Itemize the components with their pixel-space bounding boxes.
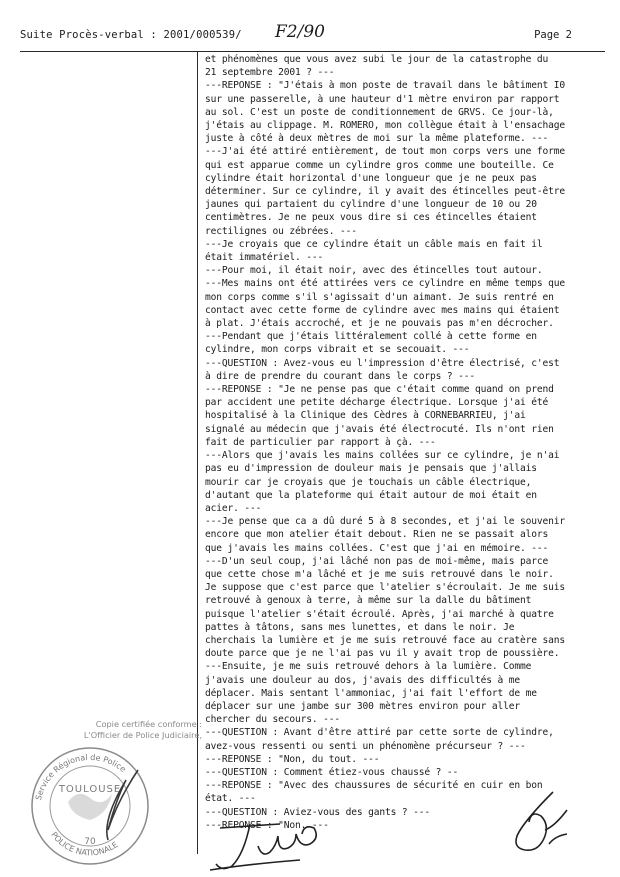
text-line: que cette chose m'a lâché et je me suis retrouvé dans le noir.	[205, 568, 554, 580]
seal-number: 70	[84, 837, 96, 847]
text-line: cylindre, mon corps vibrait et se secouait. ---	[205, 344, 470, 356]
text-line: par accident une petite décharge électrique. Lorsque j'ai été	[205, 397, 549, 409]
signature-icon	[200, 816, 350, 876]
text-line: cylindre était horizontal d'une longueur que je ne peux pas	[205, 172, 537, 184]
text-line: acier. ---	[205, 502, 262, 514]
text-line: signalé au médecin que j'avais été électrocuté. Ils n'ont rien	[205, 423, 554, 435]
text-line: ---Mes mains ont été attirées vers ce cylindre en même temps que	[205, 278, 566, 290]
text-line: pas eu d'impression de douleur mais je pensais que j'allais	[205, 463, 537, 475]
text-line: déterminer. Sur ce cylindre, il y avait des étincelles peut-être	[205, 186, 566, 198]
text-line: état. ---	[205, 793, 256, 805]
officer-line: L'Officier de Police Judiciaire,	[83, 730, 202, 740]
text-line: centimètres. Je ne peux vous dire si ces étincelles étaient	[205, 212, 537, 224]
text-line: que j'avais les mains collées. C'est que j'ai en mémoire. ---	[205, 542, 549, 554]
seal-bottom-text: POLICE NATIONALE	[49, 830, 120, 858]
text-line: ---REPONSE : "Non, du tout. ---	[205, 753, 380, 765]
certification-stamp	[27, 719, 202, 741]
text-line: déplacer sur une jambe sur 300 mètres environ pour aller	[205, 700, 521, 712]
text-line: ---Pour moi, il était noir, avec des étincelles tout autour.	[205, 265, 543, 277]
text-line: à plat. J'étais accroché, et je ne pouvais pas m'en décrocher.	[205, 318, 554, 330]
text-line: contact avec cette forme de cylindre avec mes mains qui étaient	[205, 304, 560, 316]
text-line: puisque l'atelier s'était écroulé. Après, j'ai marché à quatre	[205, 608, 554, 620]
text-line: pattes à tâtons, sans mes lunettes, et dans le noir. Je	[205, 621, 515, 633]
text-line: doute parce que je ne l'ai pas vu il y avait trop de poussière.	[205, 648, 560, 660]
text-line: ---Ensuite, je me suis retrouvé dehors à la lumière. Comme	[205, 661, 532, 673]
text-line: au sol. C'est un poste de conditionnement de GRVS. Ce jour-là,	[205, 106, 554, 118]
text-line: 21 septembre 2001 ? ---	[205, 67, 335, 79]
text-line: encore que mon atelier était debout. Rien ne se passait alors	[205, 529, 549, 541]
police-seal-icon	[26, 740, 156, 870]
text-line: mourir car je croyais que je touchais un câble électrique,	[205, 476, 532, 488]
text-line: jaunes qui partaient du cylindre d'une longueur de 10 ou 20	[205, 199, 537, 211]
text-line: était immatériel. ---	[205, 252, 324, 264]
text-line: ---REPONSE : "J'étais à mon poste de travail dans le bâtiment I0	[205, 80, 566, 92]
text-line: qui est apparue comme un cylindre gros comme une bouteille. Ce	[205, 159, 554, 171]
text-line: mon corps comme s'il s'agissait d'un aimant. Je suis rentré en	[205, 291, 554, 303]
text-line: chercher du secours. ---	[205, 714, 341, 726]
text-line: d'autant que la plateforme qui était autour de moi était en	[205, 489, 537, 501]
text-line: fait de particulier par rapport à çà. ---	[205, 436, 436, 448]
page-header	[20, 22, 600, 47]
text-line: et phénomènes que vous avez subi le jour de la catastrophe du	[205, 54, 549, 65]
seal-top-text: Service Régional de Police	[34, 752, 128, 802]
text-line: ---QUESTION : Avez-vous eu l'impression d'être électrisé, c'est	[205, 357, 560, 369]
second-signature-icon	[505, 786, 575, 856]
seal-city: TOULOUSE	[58, 784, 122, 795]
text-line: ---D'un seul coup, j'ai lâché non pas de moi-même, mais parce	[205, 555, 549, 567]
text-line: rectilignes ou zébrées. ---	[205, 225, 357, 237]
text-line: ---REPONSE : "Avec des chaussures de sécurité en cuir en bon	[205, 780, 543, 792]
text-line: ---Alors que j'avais les mains collées sur ce cylindre, je n'ai	[205, 450, 560, 462]
page-number: Page 2	[534, 29, 572, 41]
text-line: déplacer. Mais sentant l'ammoniac, j'ai fait l'effort de me	[205, 687, 537, 699]
text-line: sur une passerelle, à une hauteur d'1 mètre environ par rapport	[205, 93, 560, 105]
text-line: retrouvé à genoux à terre, à même sur la dalle du bâtiment	[205, 595, 532, 607]
document-reference: Suite Procès-verbal : 2001/000539/	[20, 29, 242, 41]
text-line: ---Pendant que j'étais littéralement collé à cette forme en	[205, 331, 537, 343]
text-line: ---J'ai été attiré entièrement, de tout mon corps vers une forme	[205, 146, 566, 158]
text-line: hospitalisé à la Clinique des Cèdres à CORNEBARRIEU, j'ai	[205, 410, 526, 422]
text-line: ---REPONSE : "Non. ---	[205, 819, 329, 831]
text-line: ---Je croyais que ce cylindre était un câble mais en fait il	[205, 238, 543, 250]
text-line: j'étais au clippage. M. ROMERO, mon collègue était à l'ensachage	[205, 120, 566, 132]
text-line: avez-vous ressenti ou senti un phénomène précurseur ? ---	[205, 740, 526, 752]
text-line: ---QUESTION : Avant d'être attiré par cette sorte de cylindre,	[205, 727, 554, 739]
certification-line: Copie certifiée conforme :	[95, 719, 202, 729]
statement-body	[205, 53, 605, 832]
header-rule	[20, 51, 605, 52]
text-line: cherchais la lumière et je me suis retrouvé face au cratère sans	[205, 634, 566, 646]
text-line: juste à côté à deux mètres de moi sur la même plateforme. ---	[205, 133, 549, 145]
text-line: Je suppose que c'est parce que l'atelier s'écroulait. Je me suis	[205, 582, 566, 594]
text-line: ---Je pense que ca a dû duré 5 à 8 secondes, et j'ai le souvenir	[205, 516, 566, 528]
text-line: j'avais une douleur au dos, j'avais des difficultés à me	[205, 674, 521, 686]
text-line: à dire de prendre du courant dans le corps ? ---	[205, 370, 476, 382]
text-line: ---REPONSE : "Je ne pense pas que c'était comme quand on prend	[205, 384, 554, 396]
handwritten-reference: F2/90	[275, 22, 325, 42]
text-line: ---QUESTION : Aviez-vous des gants ? ---	[205, 806, 431, 818]
text-line: ---QUESTION : Comment étiez-vous chaussé ? --	[205, 766, 459, 778]
